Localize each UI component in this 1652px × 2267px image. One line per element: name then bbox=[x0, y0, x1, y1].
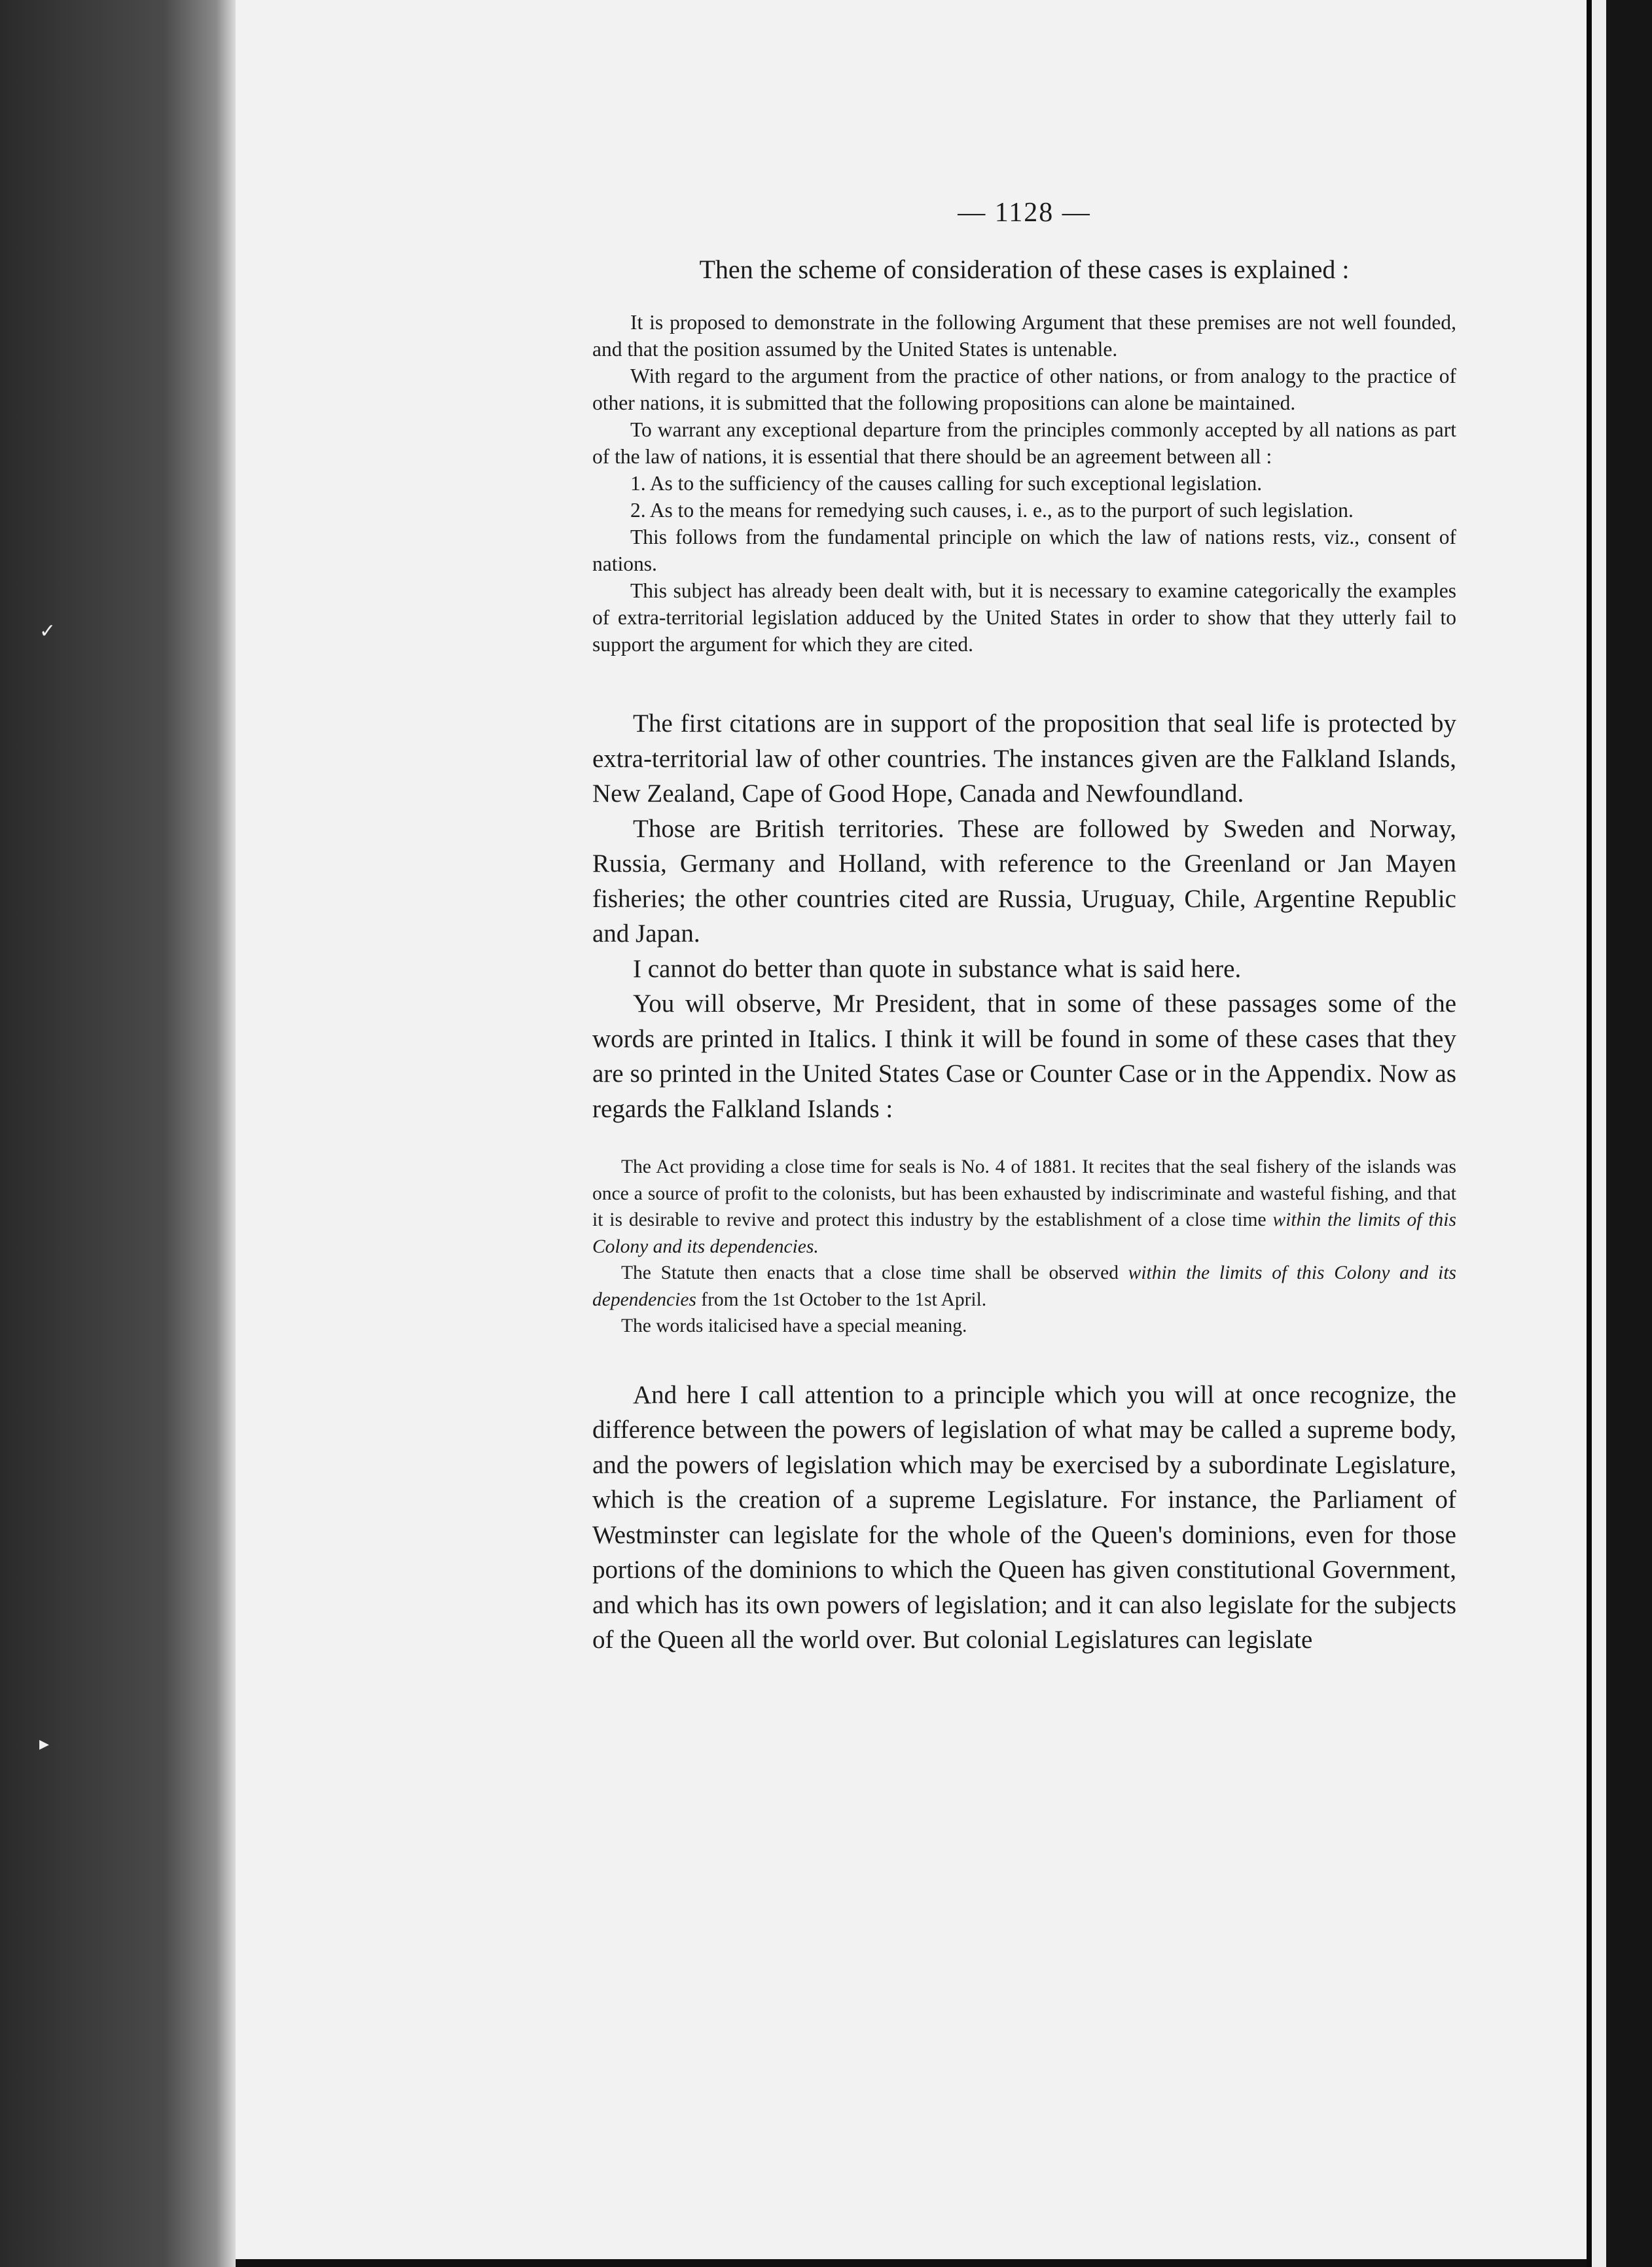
speech-paragraph: Those are British territories. These are followed by Sweden and Norway, Russia, Germany and Holland, with reference to the Greenland or Jan Mayen fisheries; the other countries cited are Russia, Uruguay, Chile, Argentine Republic and Japan. bbox=[592, 814, 1456, 948]
page-number: — 1128 — bbox=[958, 198, 1091, 228]
speech-paragraph: You will observe, Mr President, that in some of these passages some of the words are printed in Italics. I think it will be found in some of these cases that they are so printed in the United States Case or Counter Case or in the Appendix. Now as regards the Falkland Islands : bbox=[592, 990, 1456, 1123]
argument-paragraph: With regard to the argument from the practice of other nations, or from analogy to the practice of other nations, it is submitted that the following propositions can alone be maintained. bbox=[592, 365, 1456, 415]
argument-paragraph: This subject has already been dealt with, but it is necessary to examine categorically the examples of extra-territorial legislation adduced by the United States in order to show that they utterly fail to support the argument for which they are cited. bbox=[592, 579, 1456, 656]
argument-paragraph: This follows from the fundamental principle on which the law of nations rests, viz., consent of nations. bbox=[592, 526, 1456, 576]
argument-paragraph: 1. As to the sufficiency of the causes calling for such exceptional legislation. bbox=[630, 472, 1263, 495]
speech-paragraph: I cannot do better than quote in substance what is said here. bbox=[633, 954, 1242, 983]
scan-left-margin bbox=[0, 0, 236, 2267]
quote-text: The Act providing a close time for seals is No. 4 of 1881. It recites that the seal fishery of the islands was once a source of profit to the colonists, but has been exhausted by indiscriminate and wasteful fishing, and that it is desirable to revive and protect this industry by the establishment of a close time bbox=[592, 1156, 1456, 1231]
quote-paragraph bbox=[592, 1154, 1456, 1260]
scan-right-margin bbox=[1587, 0, 1652, 2267]
speech-paragraph: The first citations are in support of the proposition that seal life is protected by extra-territorial law of other countries. The instances given are the Falkland Islands, New Zealand, Cape of Good Hope, Canada and Newfoundland. bbox=[592, 709, 1456, 808]
falkland-quote bbox=[592, 1154, 1456, 1340]
quote-italic: within the limits of this Colony and its dependencies bbox=[592, 1262, 1457, 1310]
argument-paragraph: 2. As to the means for remedying such causes, i. e., as to the purport of such legislation. bbox=[630, 499, 1354, 522]
quote-paragraph bbox=[592, 1260, 1456, 1313]
document-page bbox=[592, 196, 1456, 1658]
intro-heading: Then the scheme of consideration of these cases is explained : bbox=[699, 255, 1350, 285]
quote-text: from the 1st October to the 1st April. bbox=[696, 1289, 987, 1310]
quote-paragraph: The words italicised have a special meaning. bbox=[621, 1315, 967, 1337]
quote-text: The Statute then enacts that a close time shall be observed bbox=[621, 1262, 1128, 1284]
scan-bottom-edge bbox=[236, 2259, 1587, 2267]
argument-excerpt bbox=[592, 309, 1456, 658]
quote-italic: within the limits of this Colony and its dependencies. bbox=[592, 1209, 1456, 1257]
argument-paragraph: It is proposed to demonstrate in the following Argument that these premises are not well founded, and that the position assumed by the United States is untenable. bbox=[592, 311, 1456, 361]
argument-paragraph: To warrant any exceptional departure from the principles commonly accepted by all nations as part of the law of nations, it is essential that there should be an agreement between all : bbox=[592, 418, 1456, 469]
margin-mark-lower: ▸ bbox=[39, 1733, 50, 1755]
closing-paragraph: And here I call attention to a principle which you will at once recognize, the difference between the powers of legislation of what may be called a supreme body, and the powers of legislation which may be exercised by a subordinate Legislature, which is the creation of a supreme Legislature. For instance, the Parliament of Westminster can legislate for the whole of the Queen's dominions, even for those portions of the dominions to which the Queen has given constitutional Government, and which has its own powers of legislation; and it can also legislate for the subjects of the Queen all the world over. But colonial Legislatures can legislate bbox=[592, 1380, 1456, 1654]
margin-mark-upper: ✓ bbox=[39, 620, 56, 642]
speech-text bbox=[592, 706, 1456, 1126]
closing-text bbox=[592, 1378, 1456, 1658]
